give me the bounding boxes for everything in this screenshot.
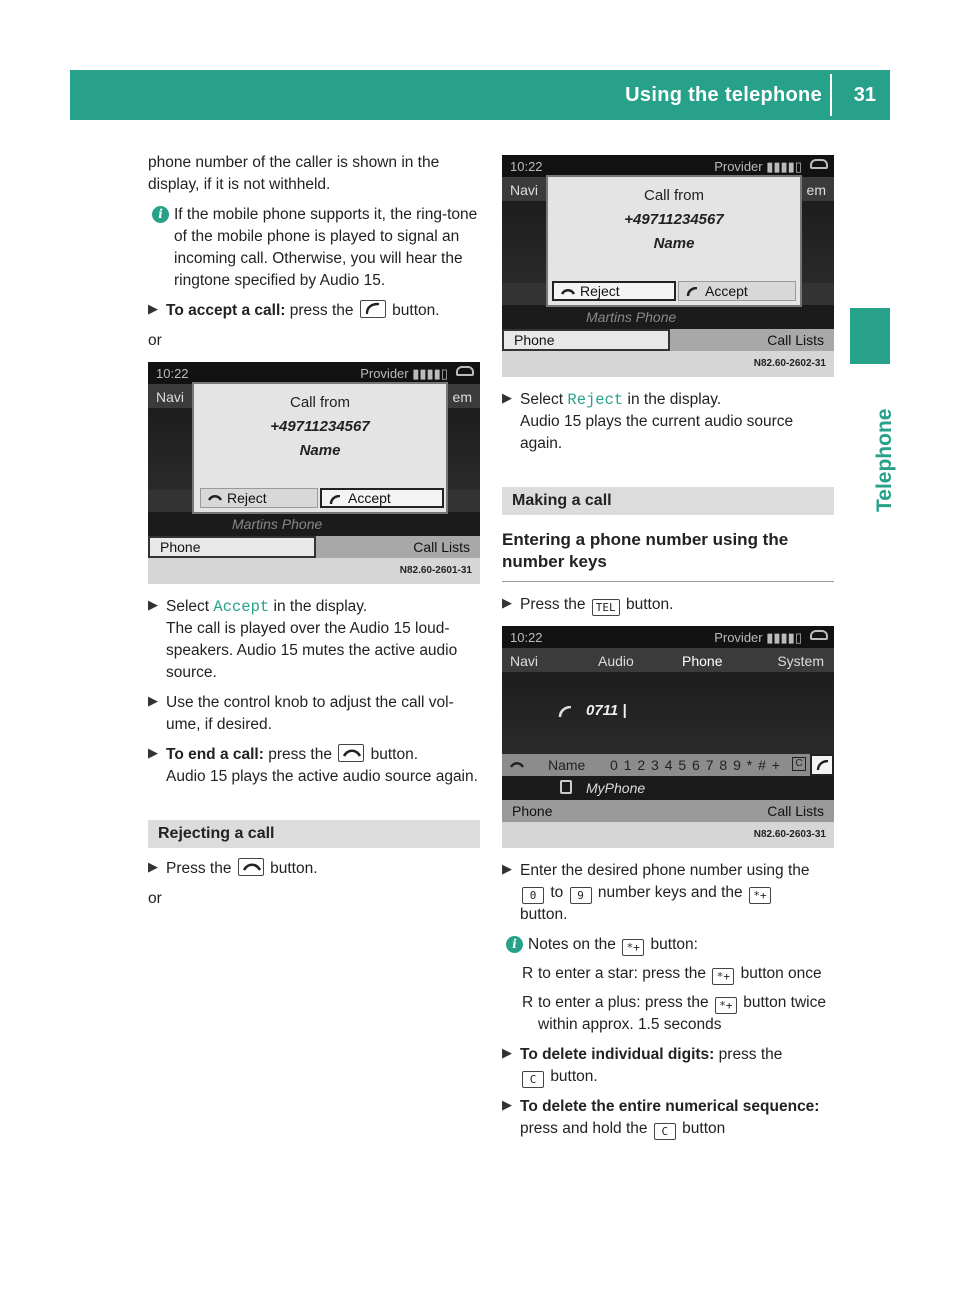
phone-accept-icon: [360, 300, 386, 318]
section-making-call: Making a call: [502, 487, 834, 515]
incoming-call-dialog: [546, 175, 802, 307]
bottom-call-lists-tab[interactable]: Call Lists: [413, 539, 470, 555]
step-accept-call: [148, 300, 480, 322]
status-provider: Provider ▮▮▮▮▯: [360, 366, 448, 381]
info-icon: i: [152, 206, 169, 223]
key-star-icon: *+: [715, 997, 737, 1014]
step-enter-to: to: [550, 884, 564, 902]
figure-reference: N82.60-2601-31: [148, 558, 480, 584]
phone-end-icon: [338, 744, 364, 762]
contact-name: MyPhone: [586, 780, 646, 797]
step-delall-pre: press and hold the: [520, 1120, 648, 1138]
key-star-icon: *+: [712, 968, 734, 985]
phone-handset-icon: [456, 366, 474, 376]
bullet1-post: button once: [740, 965, 822, 983]
bullet1-pre: to enter a star: press the: [538, 965, 707, 983]
step-select-post: in the display.: [627, 391, 722, 408]
phone-accept-icon: [686, 287, 698, 297]
accept-button[interactable]: [320, 488, 444, 508]
page-number: 31: [853, 84, 876, 106]
arrow-icon: ▶: [148, 859, 158, 874]
menu-item-navi[interactable]: Navi: [510, 653, 539, 670]
step-end-post: button.: [370, 746, 419, 763]
bottom-call-lists-tab[interactable]: Call Lists: [767, 803, 824, 820]
arrow-icon: ▶: [148, 745, 158, 760]
step-end-pre: press the: [268, 746, 332, 763]
reject-button-label: Reject: [227, 490, 267, 506]
step-accept-post: button.: [392, 302, 440, 319]
status-bar: [502, 626, 834, 648]
phone-end-icon: [561, 288, 575, 296]
menu-item-audio[interactable]: Audio: [598, 653, 634, 670]
info-icon: i: [506, 936, 523, 953]
note-star-post: button:: [650, 936, 698, 954]
phone-handset-icon: [810, 630, 828, 640]
step-tel-post: button.: [625, 596, 674, 614]
status-provider: Provider ▮▮▮▮▯: [714, 159, 802, 174]
page-header: [70, 70, 890, 120]
screenshot-incoming-call-reject: [502, 155, 834, 377]
figure-reference: N82.60-2602-31: [502, 351, 834, 377]
bullet-marker: R: [522, 994, 534, 1012]
dial-display: [502, 672, 834, 754]
menu-item-navi[interactable]: Navi: [510, 182, 539, 198]
phone-end-icon: [238, 858, 264, 876]
contact-name: Martins Phone: [586, 309, 677, 325]
mobile-phone-icon: [560, 780, 572, 794]
paragraph-caller-shown: phone number of the caller is shown in the display, if it is not withheld.: [148, 154, 440, 193]
clear-key-icon[interactable]: C: [792, 757, 806, 771]
step-select-pre: Select: [520, 391, 564, 408]
step-enter-text-3: button.: [520, 906, 568, 924]
arrow-icon: ▶: [502, 1045, 512, 1061]
dialog-caller-number: +49711234567: [270, 418, 370, 435]
arrow-icon: ▶: [502, 861, 512, 877]
step-tel-pre: Press the: [520, 596, 586, 614]
dialog-caller-name: Name: [653, 235, 695, 252]
or-text: or: [148, 890, 162, 907]
step-end-label: To end a call:: [166, 746, 264, 763]
step-del-post: button.: [550, 1068, 598, 1086]
left-column: [148, 152, 480, 910]
step-select-post: in the display.: [273, 598, 368, 615]
number-keys-row[interactable]: 0 1 2 3 4 5 6 7 8 9 * # +: [610, 757, 781, 774]
step-delete-digits: [502, 1044, 834, 1088]
number-input-line: [502, 754, 834, 776]
arrow-icon: ▶: [148, 597, 158, 612]
arrow-icon: ▶: [148, 301, 158, 316]
arrow-icon: ▶: [502, 595, 512, 611]
menu-item-phone[interactable]: Phone: [682, 653, 723, 670]
key-0-icon: 0: [522, 887, 544, 904]
key-star-icon: *+: [749, 887, 771, 904]
step-accept-label: To accept a call:: [166, 302, 286, 319]
step-select-result: The call is played over the Audio 15 loud-speakers. Audio 15 mutes the active audio source.: [166, 620, 458, 681]
figure-reference: N82.60-2603-31: [502, 822, 834, 848]
bottom-phone-tab[interactable]: Phone: [512, 803, 553, 820]
phone-handset-icon: [810, 159, 828, 169]
step-end-call: [148, 744, 480, 788]
clear-key-icon: C: [654, 1123, 676, 1140]
phone-accept-icon: [558, 706, 572, 718]
accept-button-label: Accept: [348, 490, 391, 506]
menu-item-system[interactable]: System: [777, 653, 824, 670]
key-star-icon: *+: [622, 939, 644, 956]
menu-item-navi[interactable]: Navi: [156, 389, 185, 405]
contact-name: Martins Phone: [232, 516, 323, 532]
step-adjust-volume: [148, 692, 480, 736]
note-ringtone: [148, 204, 480, 292]
number-name-option[interactable]: Name: [548, 757, 586, 774]
accept-button-label: Accept: [705, 283, 748, 299]
header-separator: [830, 74, 832, 116]
phone-end-icon: [208, 494, 222, 502]
step-enter-number: [502, 860, 834, 926]
step-accept-pre: press the: [289, 302, 354, 319]
step-select-reject: [502, 389, 834, 455]
step-enter-text-1: Enter the desired phone number using the: [520, 862, 810, 880]
contact-line: [502, 305, 834, 329]
tel-key-icon: TEL: [592, 599, 620, 616]
step-press-end: [148, 858, 480, 880]
dialog-call-from: Call from: [643, 187, 704, 204]
bottom-phone-tab[interactable]: Phone: [502, 329, 670, 351]
contact-line: [148, 512, 480, 536]
step-select-result: Audio 15 plays the current audio source again.: [520, 413, 794, 452]
status-bar: [148, 362, 480, 384]
status-time: 10:22: [510, 630, 543, 646]
step-delete-all: [502, 1096, 834, 1140]
reject-highlight: Reject: [567, 391, 624, 409]
step-select-pre: Select: [166, 598, 210, 615]
incoming-call-dialog: [192, 382, 448, 514]
step-adjust-volume-text: Use the control knob to adjust the call vol-ume, if desired.: [166, 694, 454, 733]
dialog-caller-number: +49711234567: [624, 211, 724, 228]
bullet-enter-plus: [502, 992, 834, 1036]
page-title: Using the telephone: [625, 84, 822, 106]
arrow-icon: ▶: [502, 390, 512, 405]
step-end-result: Audio 15 plays the active audio source again.: [166, 768, 478, 785]
accept-highlight: Accept: [213, 598, 270, 616]
dialog-call-from: Call from: [289, 394, 350, 411]
key-9-icon: 9: [570, 887, 592, 904]
bullet-enter-star: [502, 963, 834, 985]
bullet2-post: button twice within approx. 1.5 seconds: [538, 994, 826, 1034]
status-provider: Provider ▮▮▮▮▯: [714, 630, 802, 646]
screenshot-dialing: [502, 626, 834, 848]
bullet2-pre: to enter a plus: press the: [538, 994, 709, 1012]
section-rejecting-call: Rejecting a call: [148, 820, 480, 848]
accept-button[interactable]: [678, 281, 796, 301]
bullet-marker: R: [522, 965, 534, 983]
dialed-number: 0711 |: [586, 702, 627, 720]
status-time: 10:22: [510, 159, 543, 174]
phone-end-icon: [510, 761, 524, 769]
dial-call-button[interactable]: [810, 754, 834, 776]
phone-accept-icon: [816, 760, 829, 771]
reject-button[interactable]: [200, 488, 318, 508]
step-del-label: To delete individual digits:: [520, 1046, 715, 1064]
phone-accept-icon: [329, 495, 341, 505]
or-text: or: [148, 332, 162, 349]
step-delall-post: button: [682, 1120, 726, 1138]
bottom-bar: [502, 329, 834, 351]
bottom-bar: [502, 800, 834, 822]
status-time: 10:22: [156, 366, 189, 381]
reject-button[interactable]: [552, 281, 676, 301]
clear-key-icon: C: [522, 1071, 544, 1088]
note-ringtone-text: If the mobile phone supports it, the ring-tone of the mobile phone is played to signal an incoming call. Otherwise, you will hear the ringtone specified by Audio 15.: [174, 206, 478, 289]
arrow-icon: ▶: [148, 693, 158, 708]
dialog-caller-name: Name: [299, 442, 341, 459]
step-del-pre: press the: [718, 1046, 783, 1064]
menu-item-system[interactable]: em: [806, 182, 826, 198]
main-menu-bar: [502, 648, 834, 672]
bottom-phone-tab[interactable]: Phone: [148, 536, 316, 558]
menu-item-system[interactable]: em: [452, 389, 472, 405]
right-column: [502, 155, 834, 1140]
step-press-pre: Press the: [166, 860, 232, 877]
subheading-number-keys: Entering a phone number using the number keys: [502, 529, 834, 582]
reject-button-label: Reject: [580, 283, 620, 299]
note-star-pre: Notes on the: [528, 936, 616, 954]
status-bar: [502, 155, 834, 177]
contact-line: [502, 776, 834, 800]
screenshot-incoming-call-accept: [148, 362, 480, 584]
bottom-call-lists-tab[interactable]: Call Lists: [767, 332, 824, 348]
side-tab: [850, 308, 890, 364]
note-star-key: [502, 934, 834, 956]
bottom-bar: [148, 536, 480, 558]
step-select-accept: [148, 596, 480, 684]
step-enter-text-2: number keys and the: [597, 884, 743, 902]
arrow-icon: ▶: [502, 1097, 512, 1113]
step-press-post: button.: [270, 860, 318, 877]
step-press-tel: [502, 594, 834, 616]
step-delall-label: To delete the entire numerical sequence:: [520, 1098, 820, 1116]
